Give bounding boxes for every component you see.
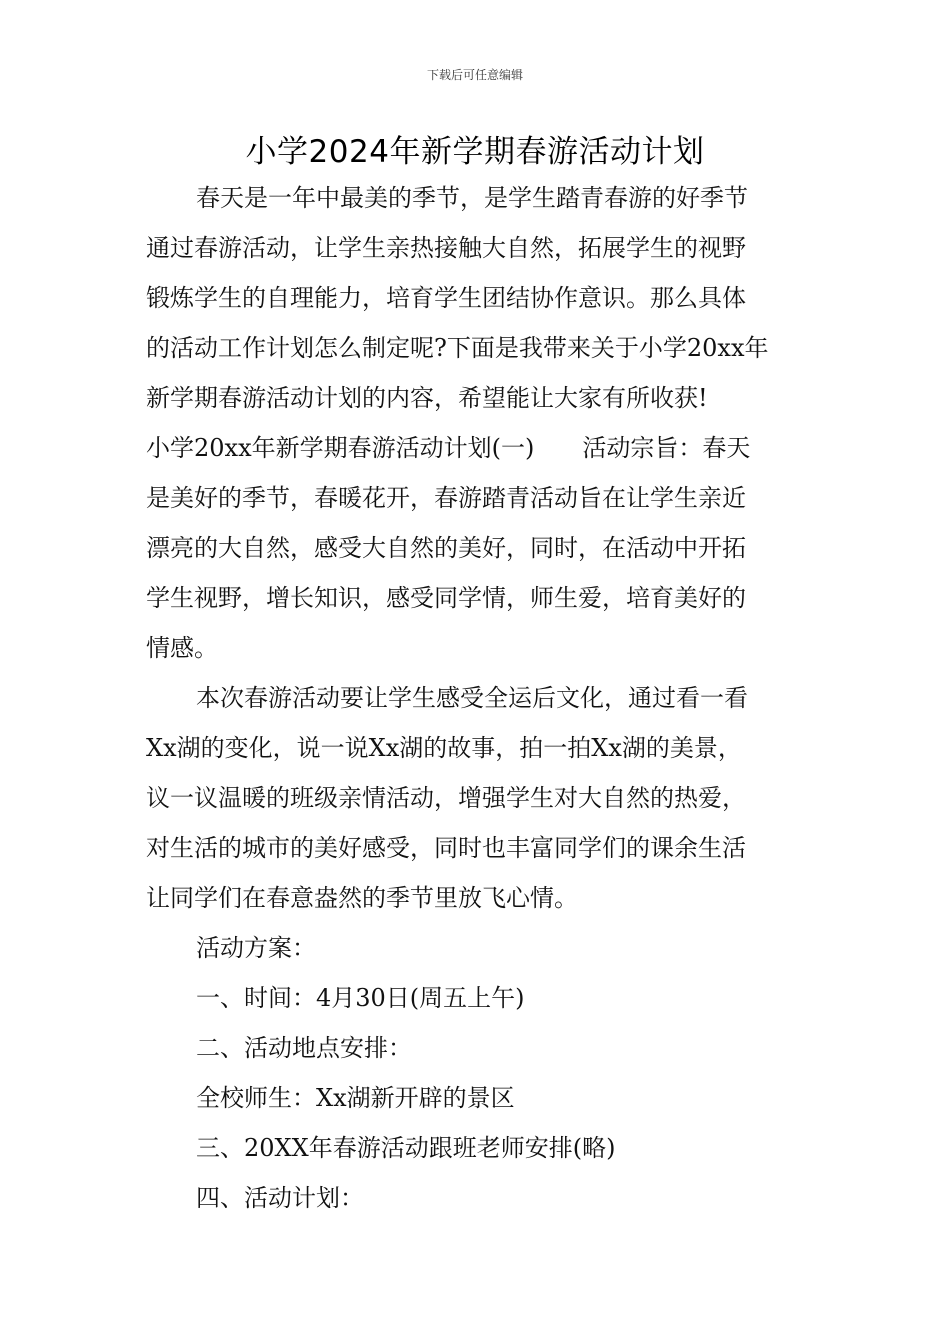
paragraph-line-7: 是美好的季节，春暖花开，春游踏青活动旨在让学生亲近 — [146, 484, 746, 512]
paragraph-line-9: 学生视野，增长知识，感受同学情，师生爱，培育美好的 — [146, 584, 746, 612]
paragraph-line-21: 四、活动计划： — [196, 1184, 364, 1212]
paragraph-line-10: 情感。 — [146, 634, 218, 662]
paragraph-line-11: 本次春游活动要让学生感受全运后文化，通过看一看 — [196, 684, 748, 712]
paragraph-line-12: Xx湖的变化，说一说Xx湖的故事，拍一拍Xx湖的美景， — [146, 734, 742, 762]
paragraph-line-1: 春天是一年中最美的季节，是学生踏青春游的好季节 — [196, 184, 748, 212]
paragraph-line-15: 让同学们在春意盎然的季节里放飞心情。 — [146, 884, 578, 912]
document-title: 小学2024年新学期春游活动计划 — [245, 134, 705, 170]
paragraph-line-6: 小学20xx年新学期春游活动计划(一) 活动宗旨：春天 — [146, 434, 751, 462]
paragraph-line-17: 一、时间：4月30日(周五上午) — [196, 984, 525, 1012]
paragraph-line-4: 的活动工作计划怎么制定呢?下面是我带来关于小学20xx年 — [146, 334, 769, 362]
paragraph-line-19: 全校师生：Xx湖新开辟的景区 — [196, 1084, 515, 1112]
header-note: 下载后可任意编辑 — [426, 68, 523, 82]
paragraph-line-18: 二、活动地点安排： — [196, 1034, 412, 1062]
paragraph-line-16: 活动方案： — [196, 934, 316, 962]
paragraph-line-3: 锻炼学生的自理能力，培育学生团结协作意识。那么具体 — [146, 284, 746, 312]
paragraph-line-8: 漂亮的大自然，感受大自然的美好，同时，在活动中开拓 — [146, 534, 746, 562]
paragraph-line-20: 三、20XX年春游活动跟班老师安排(略) — [196, 1134, 616, 1162]
paragraph-line-13: 议一议温暖的班级亲情活动，增强学生对大自然的热爱， — [146, 784, 746, 812]
paragraph-line-2: 通过春游活动，让学生亲热接触大自然，拓展学生的视野 — [146, 234, 746, 262]
paragraph-line-14: 对生活的城市的美好感受，同时也丰富同学们的课余生活 — [146, 834, 746, 862]
paragraph-line-5: 新学期春游活动计划的内容，希望能让大家有所收获! — [146, 384, 708, 412]
